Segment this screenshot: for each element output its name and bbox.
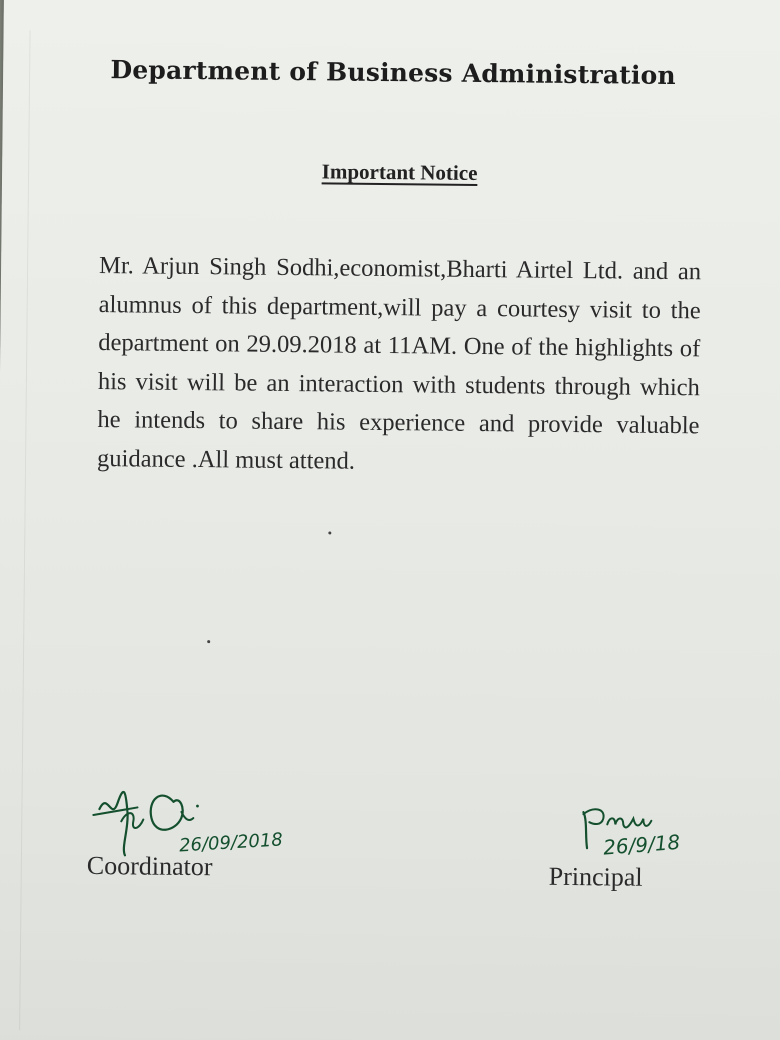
paper-speck	[207, 640, 210, 643]
coordinator-label: Coordinator	[86, 850, 213, 882]
principal-date: 26/9/18	[602, 829, 682, 860]
coordinator-date: 26/09/2018	[178, 829, 284, 857]
principal-label: Principal	[548, 861, 643, 892]
paper-speck	[328, 531, 331, 534]
coordinator-signature-block	[81, 781, 322, 894]
notice-heading: Important Notice	[321, 159, 478, 185]
department-title: Department of Business Administration	[110, 55, 677, 91]
principal-signature-block	[542, 796, 743, 908]
notice-body: Mr. Arjun Singh Sodhi,economist,Bharti Airtel Ltd. and an alumnus of this department,will pay a courtesy visit to the department on 29.09.2018 at 11AM. One of the highlights of his visit will be an interaction with students through which he intends to share his experience and provide valuable guidance .All must attend.	[96, 252, 702, 475]
